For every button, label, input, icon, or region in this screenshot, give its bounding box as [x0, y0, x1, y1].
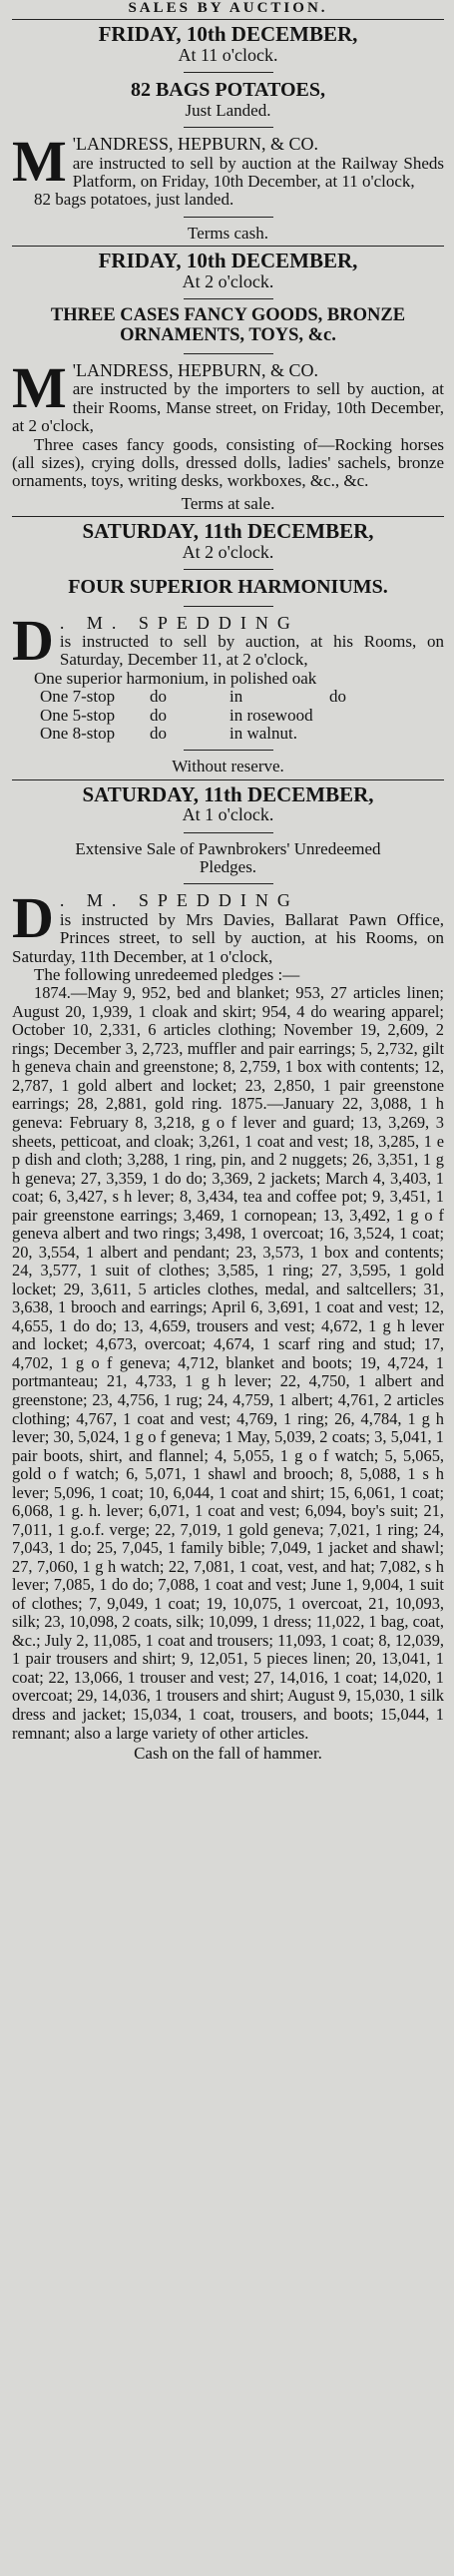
short-rule [184, 217, 273, 218]
ad-potatoes [12, 23, 444, 243]
ad-title: FOUR SUPERIOR HARMONIUMS. [68, 576, 388, 599]
ad-title: Extensive Sale of Pawnbrokers' Unredeemed [75, 838, 381, 858]
ad-title-line2: ORNAMENTS, TOYS, &c. [120, 325, 336, 346]
ad-items: Three cases fancy goods, consisting of—Rocking horses (all sizes), crying dolls, dressed dolls, ladies' sachels, bronze ornaments, toys, writing desks, workboxes, &c., &c. [12, 434, 444, 491]
ad-time: At 1 o'clock. [182, 804, 274, 825]
item-row: One 5-stop do in rosewood [40, 705, 313, 725]
ad-date: SATURDAY, 11th DECEMBER, [82, 518, 374, 543]
ad-time: At 11 o'clock. [178, 44, 278, 65]
ad-title: 82 BAGS POTATOES, [130, 79, 326, 102]
drop-cap: D [12, 885, 54, 951]
item-row: One 7-stop do in do [40, 687, 346, 707]
auctioneer-name: 'LANDRESS, HEPBURN, & CO. [72, 134, 319, 155]
pledge-list: 1874.—May 9, 952, bed and blanket; 953, 27 articles linen; August 20, 1,939, 1 cloak and skirt; 954, 4 do wearing apparel; October 10, 2,331, 6 articles clothing; November 19, 2,609, 2 rings; December 3, 2,723, muffler and pair earrings; 5, 2,732, gilt h geneva chain and greenstone; 8, 2,759, 1 box with contents; 12, 2,787, 1 gold albert and locket; 23, 2,850, 1 pair greenstone earrings; 28, 2,881, gold ring. 1875.—January 22, 3,088, 1 h geneva: February 8, 3,218, g o f lever and guard; 13, 3,269, 3 sheets, petticoat, and cloak; 3,261, 1 coat and vest; 18, 3,285, 1 e p dish and cloth; 3,288, 1 ring, pin, and 2 nuggets; 26, 3,351, 1 g h geneva; 27, 3,359, 1 do do; 3,369, 2 jackets; March 4, 3,403, 1 coat; 6, 3,427, s h lever; 8, 3,434, tea and coffee pot; 9, 3,451, 1 pair greenstone earrings; 3,469, 1 cornopean; 13, 3,492, 1 g o f geneva albert and two rings; 3,498, 1 overcoat; 16, 3,524, 1 coat; 20, 3,554, 1 albert and pendant; 23, 3,573, 1 box and contents; 24, 3,577, 1 suit of clothes; 3,585, 1 ring; 27, 3,595, 1 gold locket; 29, 3,611, 5 articles clothes, medal, and saltcellers; 31, 3,638, 1 brooch and earrings; April 6, 3,691, 1 coat and vest; 12, 4,655, 1 do do; 13, 4,659, trousers and vest; 4,672, 1 g h lever and locket; 4,673, overcoat; 4,674, 1 scarf ring and stud; 17, 4,702, 1 g o f geneva; 4,712, blanket and boots; 19, 4,724, 1 portmanteau; 21, 4,733, 1 g h lever; 22, 4,750, 1 albert and greenstone; 23, 4,756, 1 rug; 24, 4,759, 1 albert; 4,761, 2 articles clothing; 4,767, 1 coat and vest; 4,769, 1 ring; 26, 4,784, 1 g h lever; 30, 5,024, 1 g o f geneva; 1 May, 5,039, 2 coats; 3, 5,041, 1 pair boots, shirt, and flannel; 4, 5,055, 1 g o f watch; 5, 5,065, gold o f watch; 6, 5,071, 1 shawl and brooch; 8, 5,088, 1 s h lever; 5,096, 1 coat; 10, 6,044, 1 coat and shirt; 15, 6,061, 1 coat; 6,068, 1 g. h. lever; 6,071, 1 coat and vest; 6,094, boy's suit; 21, 7,011, 1 g.o.f. verge; 22, 7,019, 1 gold geneva; 7,021, 1 ring; 24, 7,043, 1 do; 25, 7,045, 1 family bible; 7,049, 1 jacket and shawl; 27, 7,060, 1 g h watch; 22, 7,081, 1 coat, vest, and hat; 7,082, s h lever; 7,085, 1 do do; 7,088, 1 coat and vest; June 1, 9,004, 1 suit of clothes; 7, 9,049, 1 coat; 19, 10,075, 1 overcoat, 21, 10,093, silk; 23, 10,098, 2 coats, silk; 10,099, 1 dress; 11,022, 1 bag, coat, &c.; July 2, 11,085, 1 coat and trousers; 11,093, 1 coat; 8, 12,039, 1 pair trousers and shirt; 9, 12,051, 5 pieces linen; 20, 13,041, 1 coat; 22, 13,066, 1 trouser and vest; 27, 14,016, 1 coat; 14,020, 1 overcoat; 29, 14,036, 1 trousers and shirt; August 9, 15,030, 1 silk dress and jacket; 15,034, 1 coat, trousers, and boots; 15,044, 1 remnant; also a large variety of other articles. [12, 983, 444, 1743]
ad-date: FRIDAY, 10th DECEMBER, [98, 248, 358, 272]
drop-cap: M [12, 354, 67, 420]
ad-time: At 2 o'clock. [182, 270, 274, 291]
drop-cap: D [12, 607, 54, 673]
item-row: One 8-stop do in walnut. [40, 723, 297, 743]
rule [12, 779, 444, 780]
ad-date: FRIDAY, 10th DECEMBER, [98, 22, 358, 46]
auctioneer-name: . M. SPEDDING [59, 890, 299, 911]
ad-harmoniums [12, 520, 444, 776]
short-rule [184, 883, 273, 884]
short-rule [184, 606, 273, 607]
short-rule [184, 832, 273, 833]
ad-body: are instructed by the importers to sell by auction, at their Rooms, Manse street, on Friday, 10th December, at 2 o'clock, [12, 379, 444, 436]
ad-note: Without reserve. [172, 757, 284, 776]
rule [12, 246, 444, 247]
short-rule [184, 298, 273, 299]
ad-time: At 2 o'clock. [182, 541, 274, 562]
ad-subtitle: Just Landed. [185, 100, 271, 120]
rule [12, 19, 444, 20]
ad-body: are instructed to sell by auction at the Railway Sheds Platform, on Friday, 10th December, at 11 o'clock, [72, 153, 444, 191]
ad-body: is instructed by Mrs Davies, Ballarat Pawn Office, Princes street, to sell by auction, at his Rooms, on Saturday, 11th December, at 1 o'clock, [12, 909, 444, 966]
ad-line: One superior harmonium, in polished oak [34, 668, 317, 688]
ad-closing: Cash on the fall of hammer. [134, 1744, 322, 1764]
drop-cap: M [12, 129, 67, 195]
short-rule [184, 569, 273, 570]
rule [12, 516, 444, 517]
ad-terms: Terms cash. [188, 223, 268, 243]
short-rule [184, 127, 273, 128]
short-rule [184, 750, 273, 751]
short-rule [184, 353, 273, 354]
ad-body: is instructed to sell by auction, at his Rooms, on Saturday, December 11, at 2 o'clock, [59, 632, 444, 670]
auctioneer-name: 'LANDRESS, HEPBURN, & CO. [72, 359, 319, 380]
ad-date: SATURDAY, 11th DECEMBER, [82, 781, 374, 806]
ad-fancy-goods [12, 250, 444, 513]
column-header: SALES BY AUCTION. [128, 0, 328, 16]
short-rule [184, 72, 273, 73]
auctioneer-name: . M. SPEDDING [59, 612, 299, 633]
ad-title: THREE CASES FANCY GOODS, BRONZE [50, 305, 406, 326]
ad-title-line2: Pledges. [199, 857, 257, 877]
ad-item: 82 bags potatoes, just landed. [34, 190, 234, 210]
ad-terms: Terms at sale. [181, 493, 275, 513]
ad-intro: The following unredeemed pledges :— [34, 964, 300, 984]
ad-pawnbrokers [12, 783, 444, 1764]
